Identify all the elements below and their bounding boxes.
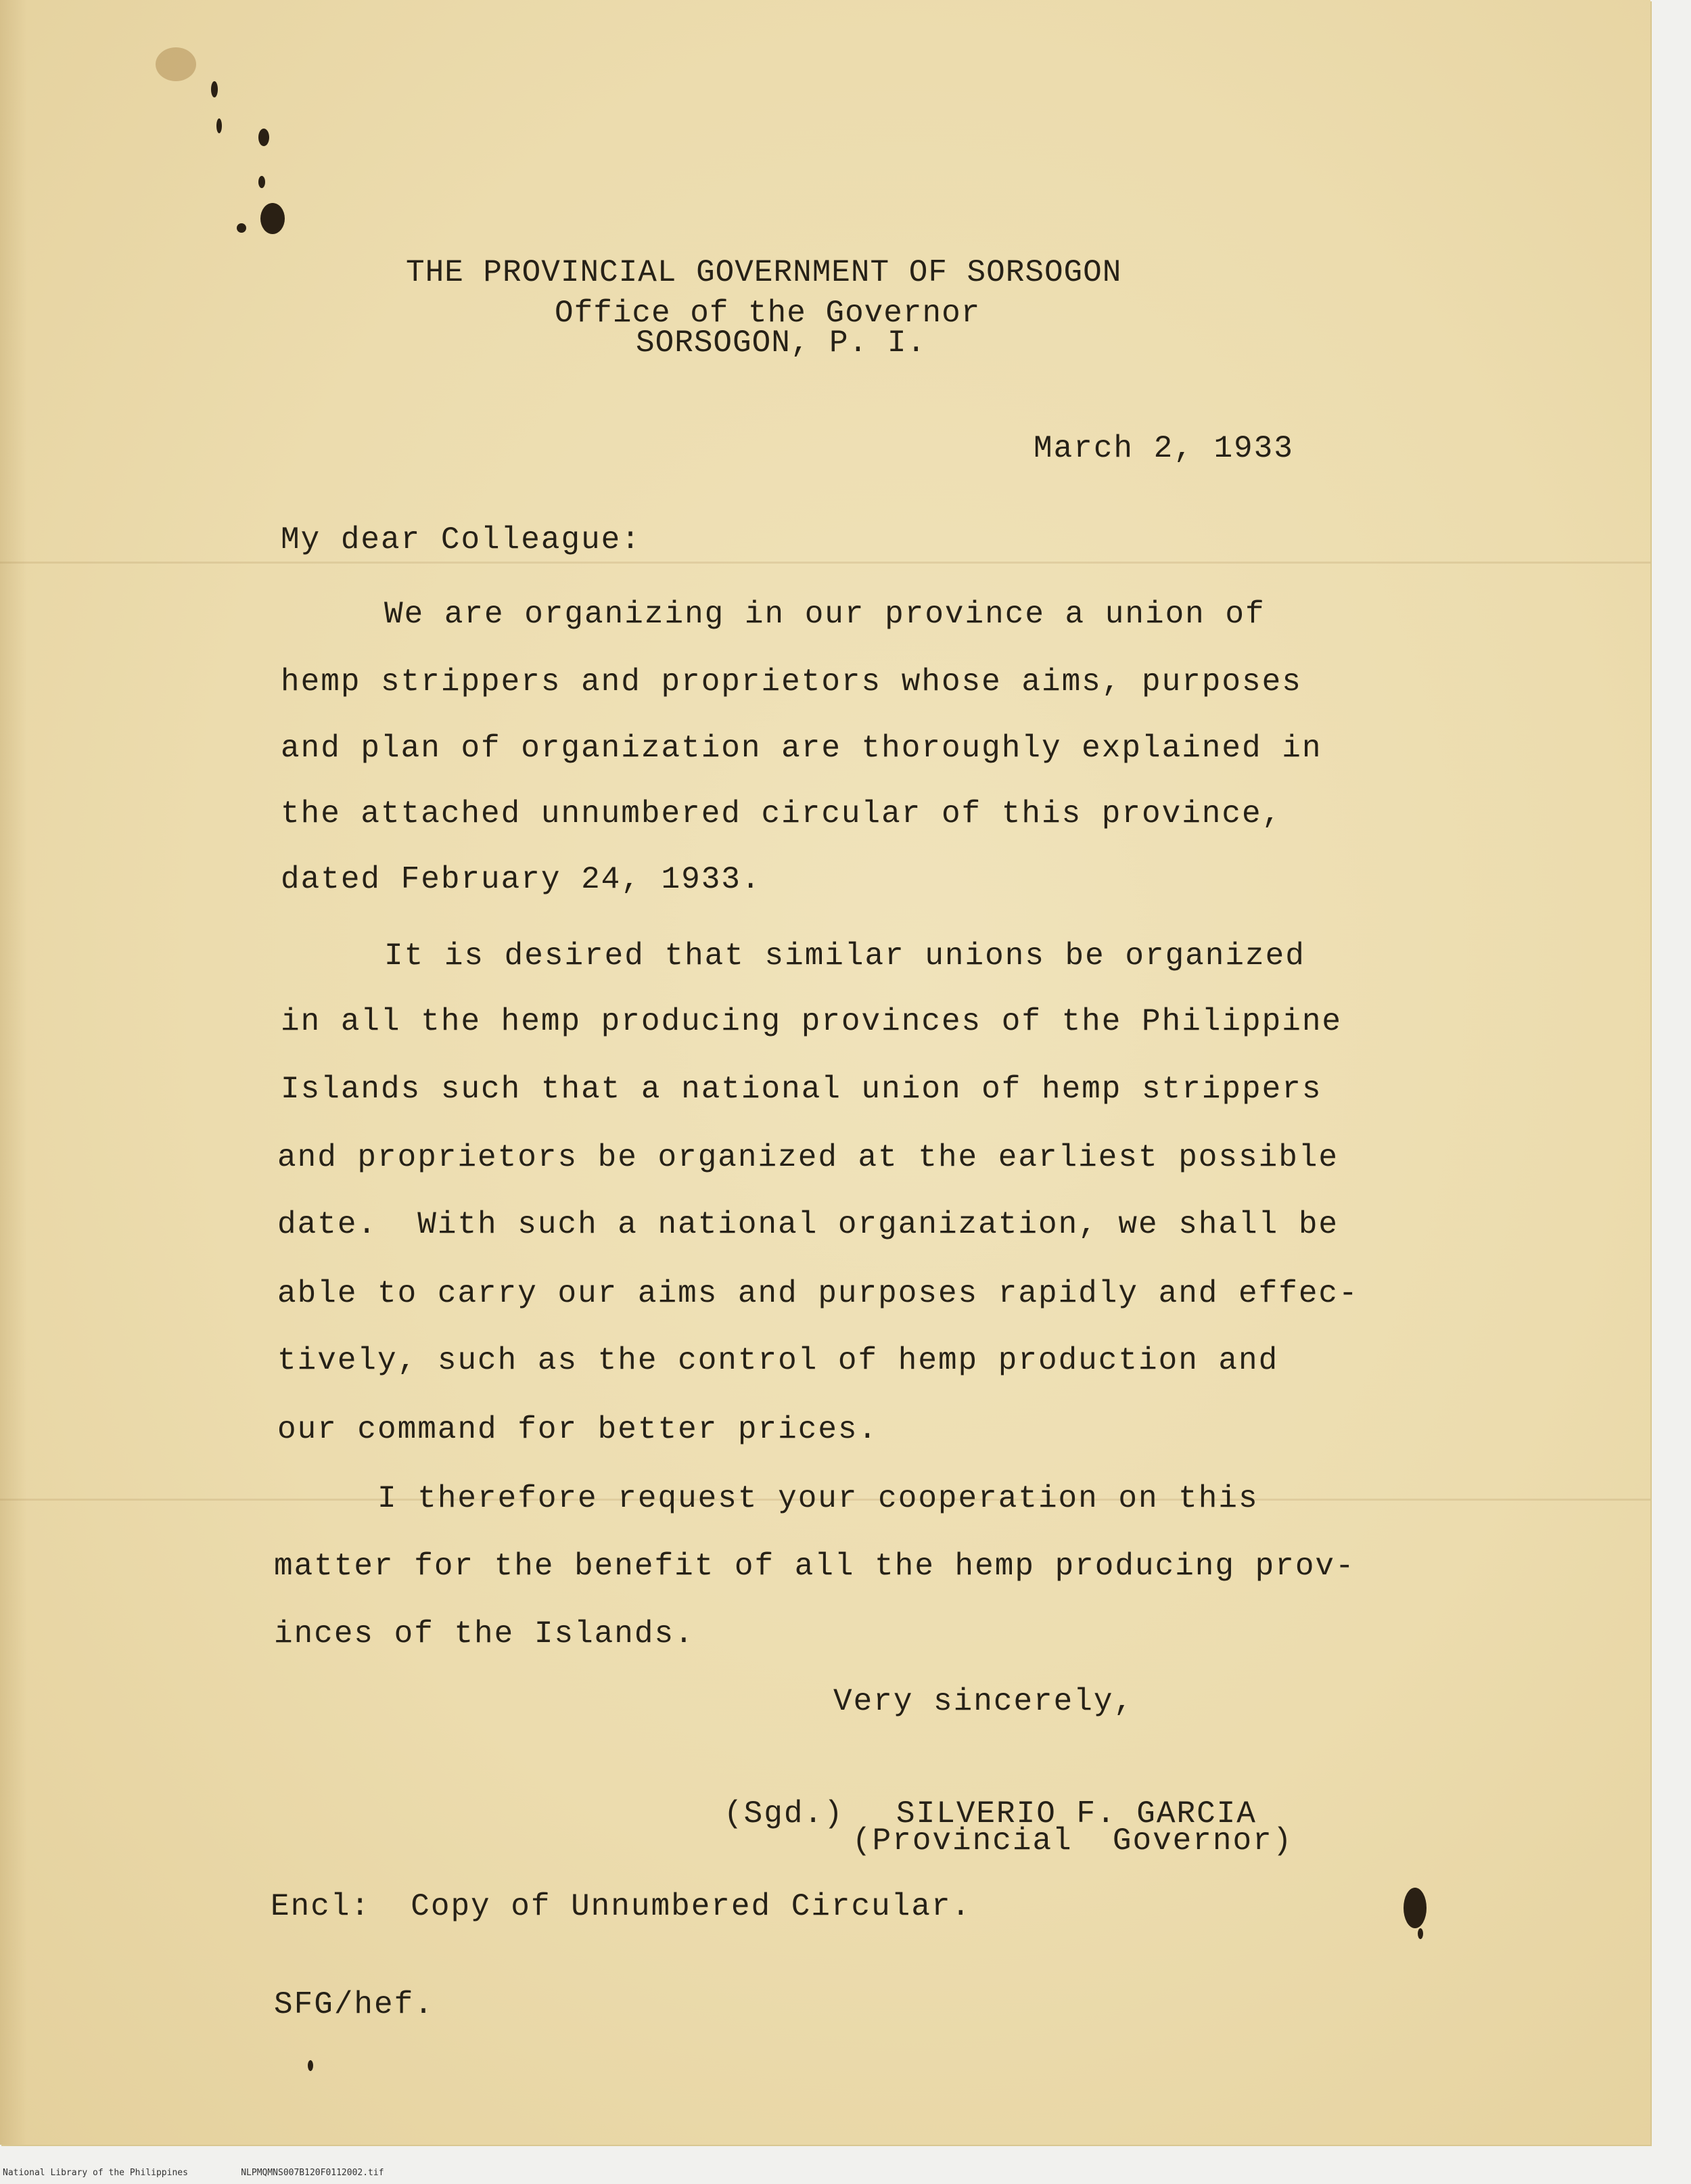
- letterhead-title: THE PROVINCIAL GOVERNMENT OF SORSOGON: [406, 255, 1122, 290]
- body-line: inces of the Islands.: [274, 1616, 695, 1652]
- stain-mark: [260, 203, 285, 234]
- body-line: hemp strippers and proprietors whose aims, purposes: [281, 664, 1302, 700]
- salutation: My dear Colleague:: [281, 522, 641, 558]
- body-line: date. With such a national organization, we shall be: [277, 1207, 1339, 1242]
- body-line: It is desired that similar unions be organized: [384, 938, 1305, 974]
- stain-mark: [1418, 1928, 1423, 1939]
- body-line: I therefore request your cooperation on this: [377, 1481, 1259, 1516]
- enclosure-note: Encl: Copy of Unnumbered Circular.: [271, 1889, 972, 1924]
- letterhead-office: Office of the Governor: [555, 296, 981, 331]
- body-line: tively, such as the control of hemp production and: [277, 1343, 1279, 1378]
- stain-mark: [237, 223, 246, 233]
- fold-line: [0, 562, 1650, 564]
- body-line: We are organizing in our province a union of: [384, 597, 1266, 632]
- signature-title: (Provincial Governor): [852, 1823, 1293, 1859]
- closing: Very sincerely,: [833, 1684, 1134, 1719]
- archive-name: National Library of the Philippines: [3, 2168, 188, 2178]
- signature-sgd: (Sgd.): [724, 1796, 844, 1832]
- reference-initials: SFG/hef.: [274, 1987, 434, 2022]
- body-line: our command for better prices.: [277, 1412, 879, 1447]
- file-name: NLPMQMNS007B120F0112002.tif: [241, 2168, 384, 2178]
- stain-mark: [258, 129, 269, 146]
- stain-mark: [308, 2060, 313, 2071]
- letter-date: March 2, 1933: [1034, 431, 1294, 466]
- body-line: and plan of organization are thoroughly explained in: [281, 731, 1322, 766]
- stain-mark: [258, 176, 265, 188]
- body-line: able to carry our aims and purposes rapidly and effec-: [277, 1276, 1359, 1311]
- body-line: and proprietors be organized at the earliest possible: [277, 1140, 1339, 1175]
- body-line: the attached unnumbered circular of this province,: [281, 796, 1282, 832]
- body-line: in all the hemp producing provinces of the Philippine: [281, 1004, 1343, 1039]
- letterhead-location: SORSOGON, P. I.: [636, 325, 927, 361]
- paper-edge-shadow: [0, 0, 27, 2145]
- body-line: dated February 24, 1933.: [281, 862, 762, 897]
- body-line: matter for the benefit of all the hemp producing prov-: [274, 1549, 1356, 1584]
- stain-mark: [211, 81, 218, 97]
- stain-mark: [216, 118, 222, 133]
- signature-name: SILVERIO F. GARCIA: [896, 1796, 1257, 1832]
- archive-footer: [3, 2168, 384, 2178]
- body-line: Islands such that a national union of hemp strippers: [281, 1072, 1322, 1107]
- stain-mark: [1404, 1888, 1427, 1928]
- stain-mark: [156, 47, 196, 81]
